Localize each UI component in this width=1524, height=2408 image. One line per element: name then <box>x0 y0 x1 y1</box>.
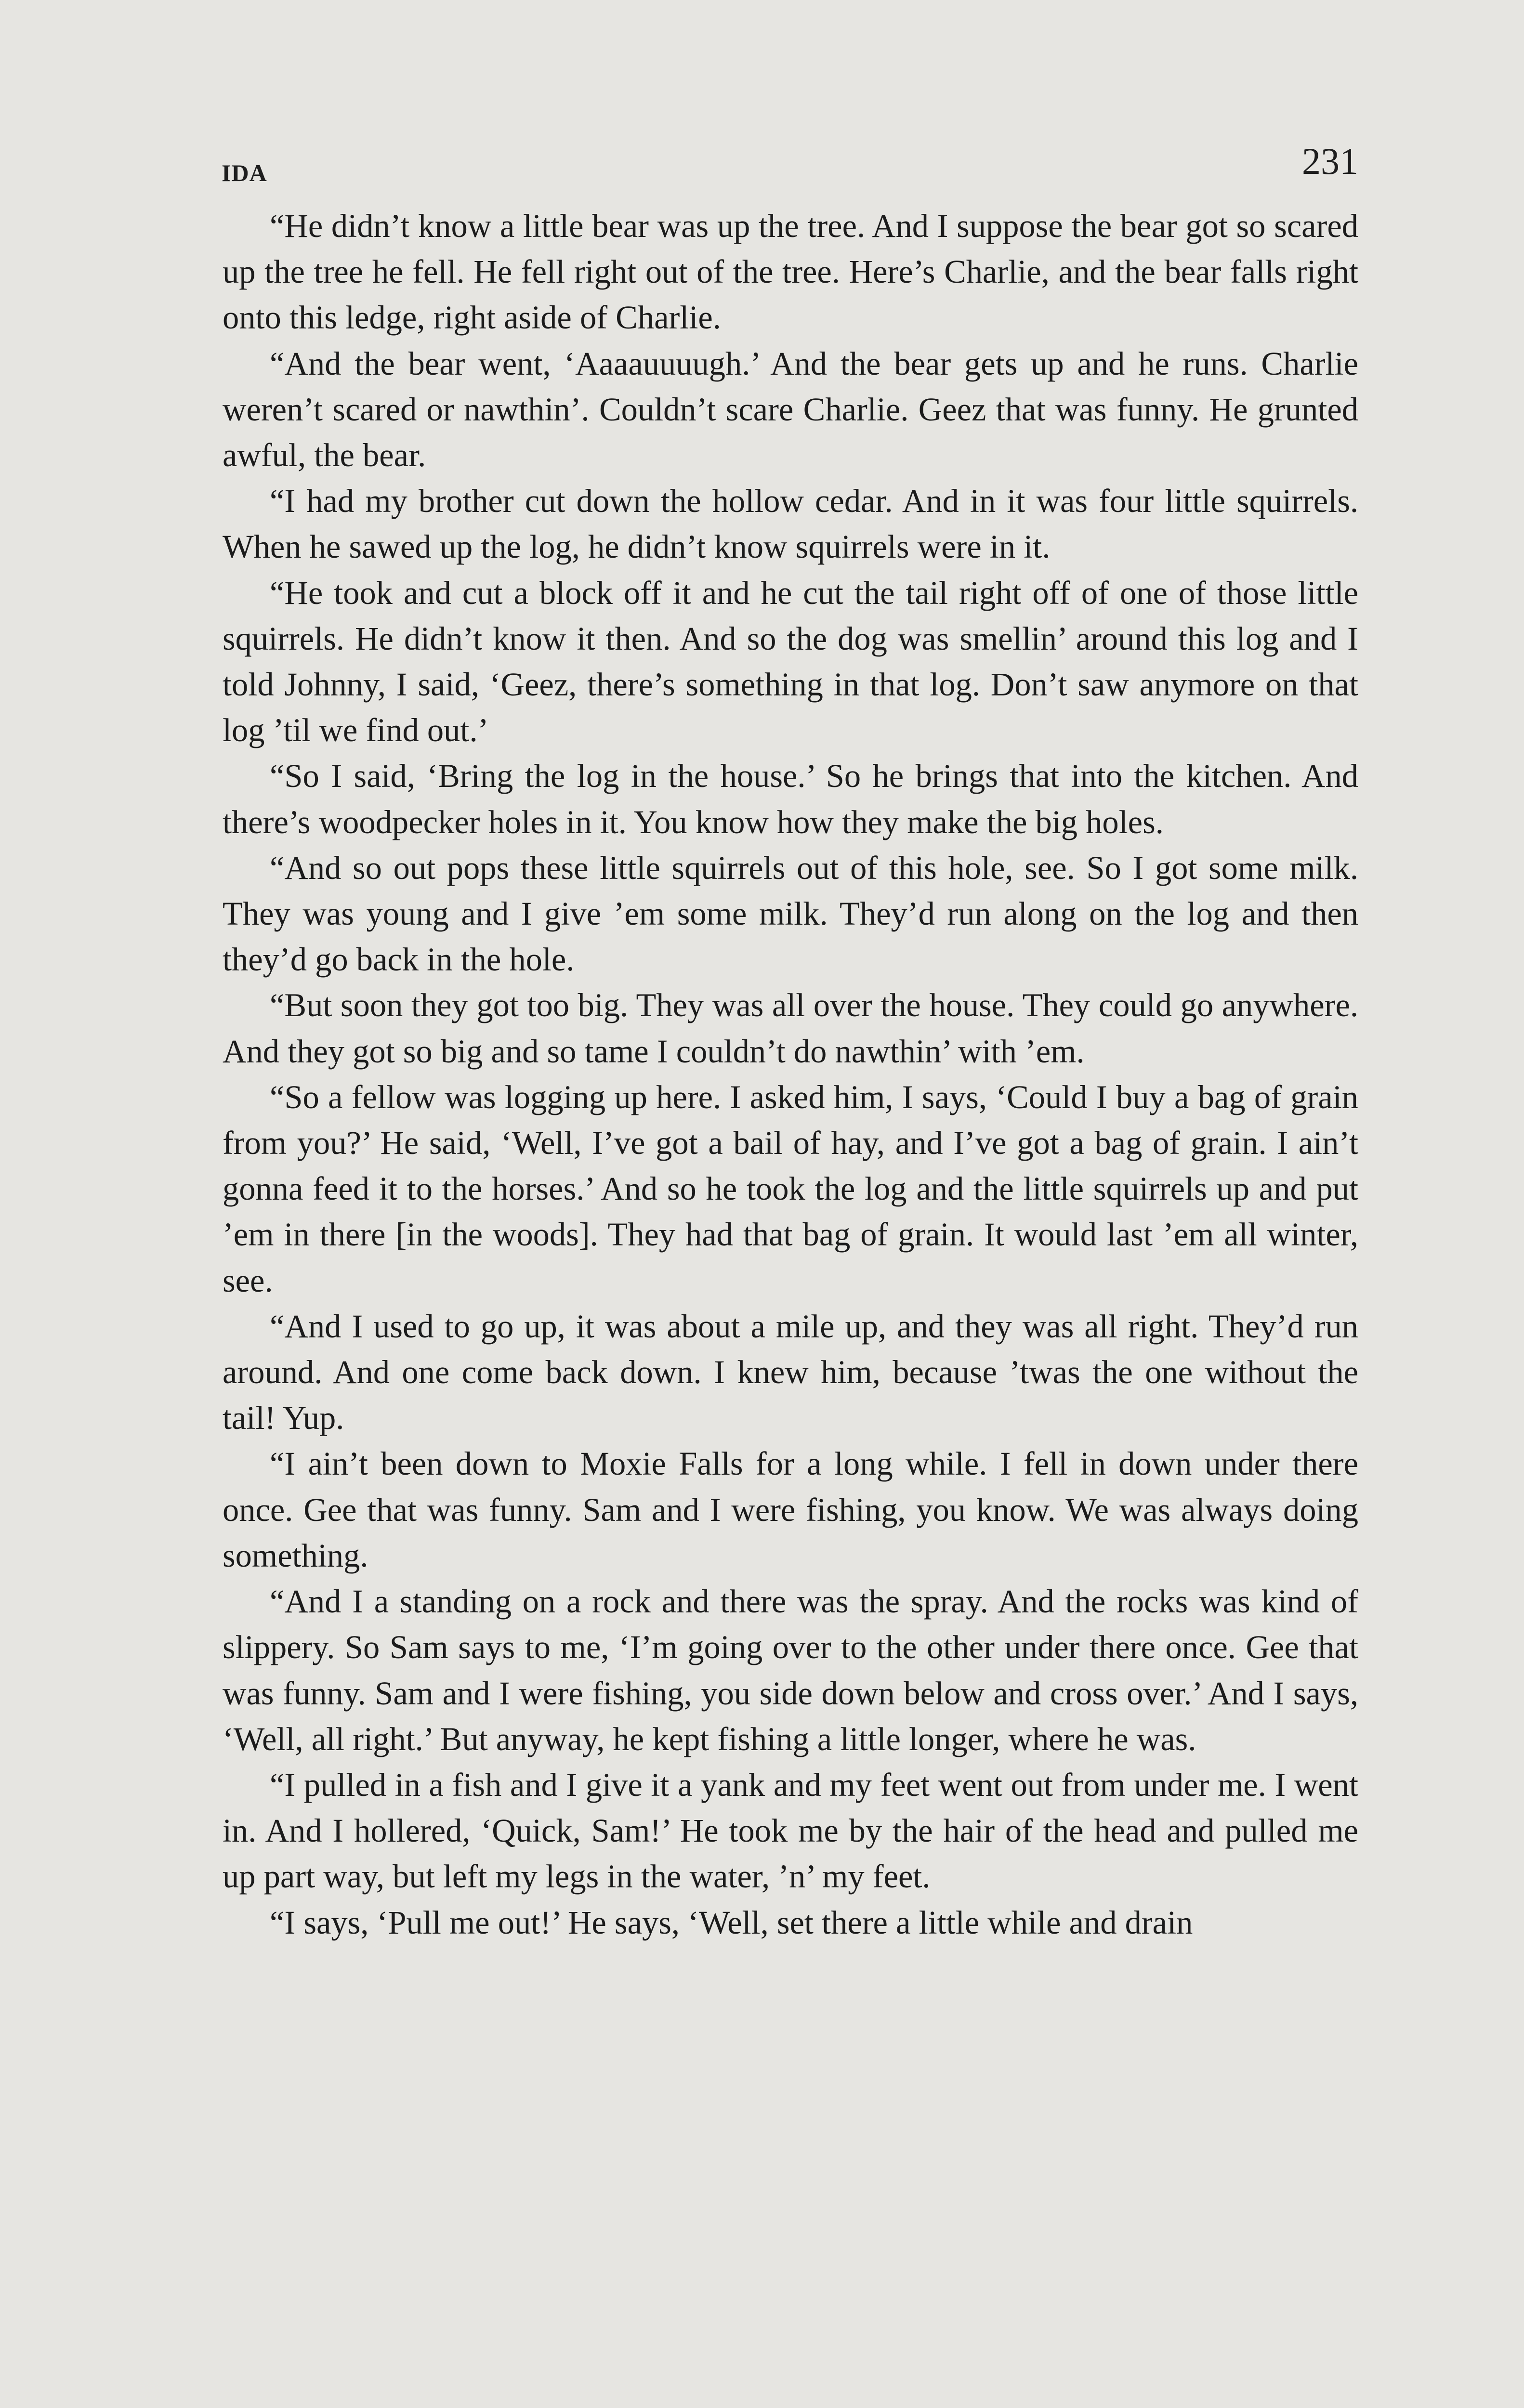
running-head: IDA <box>222 159 267 186</box>
paragraph: “I ain’t been down to Moxie Falls for a long while. I fell in down under there once. Gee that was funny. Sam and I were fishing, you know. We was always doing something. <box>223 1445 1358 1574</box>
paragraph: “And I used to go up, it was about a mile up, and they was all right. They’d run around. And one come back down. I knew him, because ’twas the one without the tail! Yup. <box>223 1308 1358 1437</box>
paragraph: “But soon they got too big. They was all over the house. They could go anywhere. And they got so big and so tame I couldn’t do nawthin’ with ’em. <box>223 987 1358 1070</box>
paragraph: “I says, ‘Pull me out!’ He says, ‘Well, set there a little while and drain <box>270 1904 1193 1941</box>
paragraph: “And I a standing on a rock and there was the spray. And the rocks was kind of slippery. So Sam says to me, ‘I’m going over to the other under there once. Gee that was funny. Sam and I were fishing, you side down below and cross over.’ And I says, ‘Well, all right.’ But anyway, he kept fishing a little longer, where he was. <box>223 1583 1358 1757</box>
paragraph: “So a fellow was logging up here. I asked him, I says, ‘Could I buy a bag of grain from you?’ He said, ‘Well, I’ve got a bail of hay, and I’ve got a bag of grain. I ain’t gonna feed it to the horses.’ And so he took the log and the little squirrels up and put ’em in there [in the woods]. They had that bag of grain. It would last ’em all winter, see. <box>223 1078 1358 1299</box>
paragraph: “So I said, ‘Bring the log in the house.’ So he brings that into the kitchen. And there’s woodpecker holes in it. You know how they make the big holes. <box>223 758 1358 840</box>
paragraph: “And so out pops these little squirrels out of this hole, see. So I got some milk. They was young and I give ’em some milk. They’d run along on the log and then they’d go back in the hole. <box>223 849 1358 978</box>
paragraph: “I had my brother cut down the hollow cedar. And in it was four little squirrels. When he sawed up the log, he didn’t know squirrels were in it. <box>223 483 1358 565</box>
paragraph: “He didn’t know a little bear was up the tree. And I suppose the bear got so scared up the tree he fell. He fell right out of the tree. Here’s Charlie, and the bear falls right onto this ledge, right aside of Charlie. <box>223 208 1358 336</box>
paragraph: “And the bear went, ‘Aaaauuuugh.’ And the bear gets up and he runs. Charlie weren’t scared or nawthin’. Couldn’t scare Charlie. Geez that was funny. He grunted awful, the bear. <box>223 345 1358 474</box>
paragraph: “I pulled in a fish and I give it a yank and my feet went out from under me. I went in. And I hollered, ‘Quick, Sam!’ He took me by the hair of the head and pulled me up part way, but left my legs in the water, ’n’ my feet. <box>223 1766 1358 1895</box>
body-text <box>223 203 1358 1946</box>
page-number: 231 <box>1302 140 1358 182</box>
page-header <box>222 140 1358 188</box>
paragraph: “He took and cut a block off it and he cut the tail right off of one of those little squirrels. He didn’t know it then. And so the dog was smellin’ around this log and I told Johnny, I said, ‘Geez, there’s something in that log. Don’t saw anymore on that log ’til we find out.’ <box>223 574 1358 749</box>
